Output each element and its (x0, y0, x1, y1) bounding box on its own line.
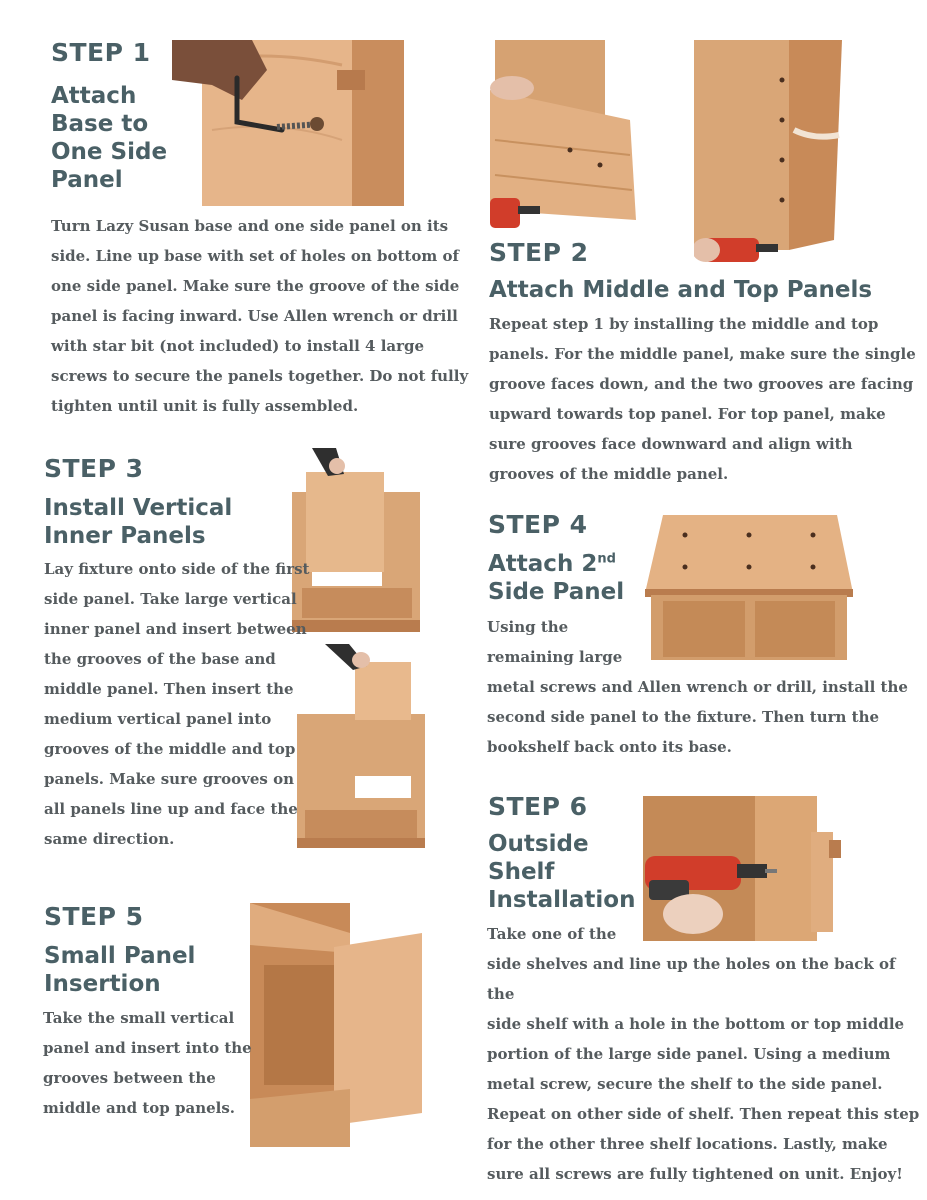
step-1-photo (172, 40, 404, 206)
step-2-body: Repeat step 1 by installing the middle and top panels. For the middle panel, make sure the single groove faces down, and the two grooves are facing upward towards top panel. For top panel, make sure grooves face downward and align with grooves of the middle panel. (489, 315, 916, 483)
step-2-heading: STEP 2 (489, 238, 589, 267)
step-3-photo-top (292, 448, 420, 632)
step-6-body-b: side shelves and line up the holes on the back of the side shelf with a hole in the bottom or top middle portion of the large side panel. Using a medium metal screw, secure the shelf to the side panel. Repeat on other side of shelf. Then repeat this step for the other three shelf locations. Lastly, make sure all screws are fully tightened on unit. Enjoy! (487, 955, 920, 1183)
step-4-title-rest: Side Panel (488, 579, 625, 605)
step-6-heading: STEP 6 (488, 792, 588, 821)
step-6-title: Outside Shelf Installation (488, 831, 636, 913)
step-4-title (488, 550, 624, 606)
step-2-photo-right (694, 40, 842, 262)
step-1-body: Turn Lazy Susan base and one side panel on its side. Line up base with set of holes on bottom of one side panel. Make sure the groove of the side panel is facing inward. Use Allen wrench or drill with star bit (not included) to install 4 large screws to secure the panels together. Do not fully tighten until unit is fully assembled. (51, 217, 469, 415)
step-2-photo-left (490, 40, 636, 232)
step-6-photo (643, 796, 843, 941)
step-3-heading: STEP 3 (44, 454, 144, 483)
step-4-photo (645, 515, 853, 660)
step-1-heading: STEP 1 (51, 38, 151, 67)
step-4-body-b: metal screws and Allen wrench or drill, install the second side panel to the fixture. Then turn the bookshelf back onto its base. (487, 678, 908, 756)
step-2-title: Attach Middle and Top Panels (489, 277, 873, 303)
step-5-body: Take the small vertical panel and insert into the grooves between the middle and top panels. (43, 1009, 252, 1117)
step-5-photo (250, 903, 422, 1147)
step-4-title-sup: nd (597, 551, 616, 567)
step-3-body: Lay fixture onto side of the first side panel. Take large vertical inner panel and insert between the grooves of the base and middle panel. Then insert the medium vertical panel into grooves of the middle and top panels. Make sure grooves on all panels line up and face the same direction. (44, 560, 310, 848)
step-5-title: Small Panel Insertion (44, 943, 196, 997)
step-1-title: Attach Base to One Side Panel (51, 83, 168, 193)
step-4-body-a: Using the remaining large (487, 618, 623, 666)
step-4-heading: STEP 4 (488, 510, 588, 539)
step-6-body-a: Take one of the (487, 925, 617, 943)
step-3-photo-bottom (297, 644, 425, 848)
hand-icon (490, 76, 534, 100)
step-3-title: Install Vertical Inner Panels (44, 495, 233, 549)
hand-icon (663, 894, 723, 934)
step-5-heading: STEP 5 (44, 902, 144, 931)
step-4-title-prefix: Attach 2 (488, 551, 598, 577)
